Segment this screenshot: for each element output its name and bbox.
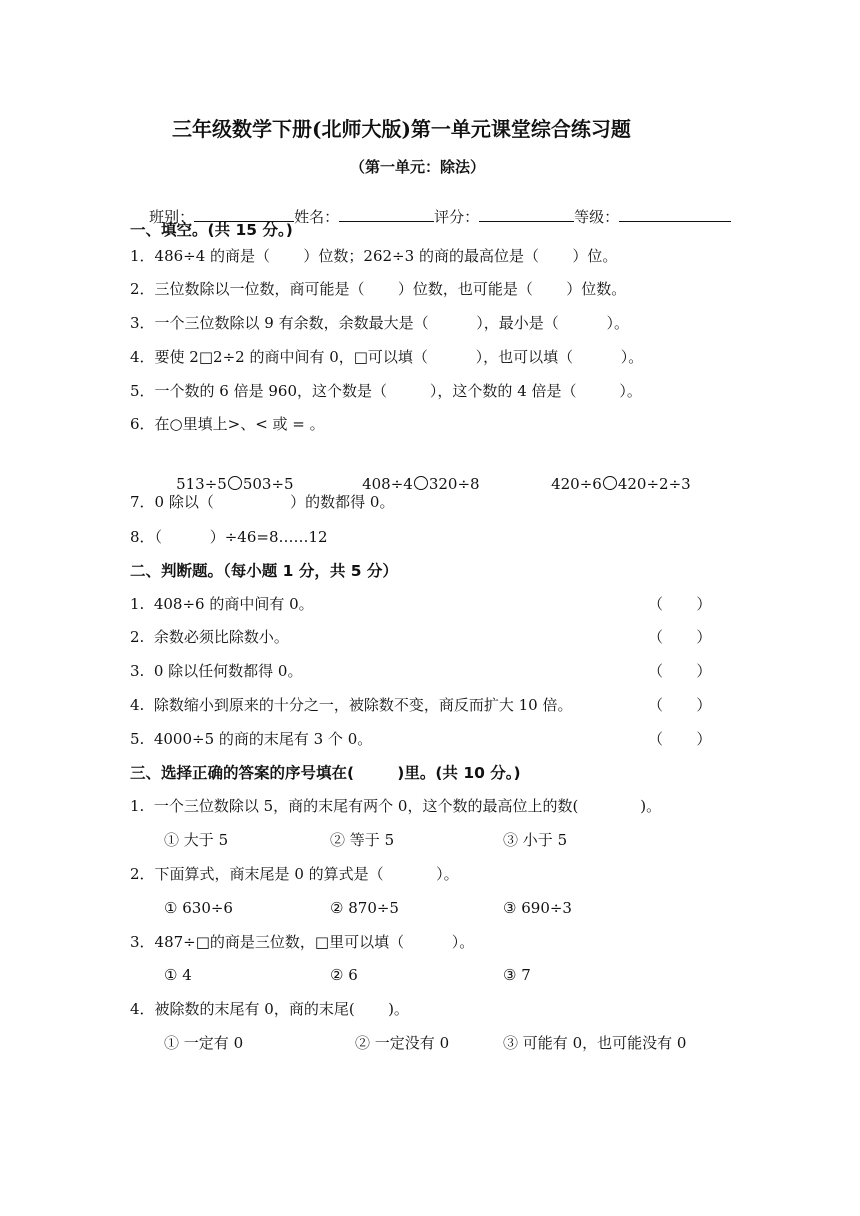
name-blank[interactable]: [339, 206, 434, 222]
compare-circle[interactable]: [603, 476, 617, 490]
choice-option[interactable]: ① 630÷6: [164, 899, 233, 917]
grade-blank[interactable]: [619, 206, 731, 222]
choice-option[interactable]: ② 870÷5: [330, 899, 399, 917]
grade-label: 等级：: [574, 208, 620, 226]
fill-item: 8．（ ）÷46=8……12: [130, 528, 328, 546]
fill-item: 3．一个三位数除以 9 有余数，余数最大是（ ），最小是（ ）。: [130, 314, 629, 332]
fill-item: 6．在○里填上>、< 或 = 。: [130, 415, 325, 433]
name-label: 姓名：: [294, 208, 340, 226]
judge-paren[interactable]: （ ）: [648, 730, 712, 748]
judge-paren[interactable]: （ ）: [648, 662, 712, 680]
choice-option[interactable]: ① 大于 5: [164, 831, 229, 849]
judge-paren[interactable]: （ ）: [648, 696, 712, 714]
judge-item: 3. 0 除以任何数都得 0。: [130, 662, 303, 680]
judge-item: 5. 4000÷5 的商的末尾有 3 个 0。: [130, 730, 373, 748]
judge-item: 4. 除数缩小到原来的十分之一，被除数不变，商反而扩大 10 倍。: [130, 696, 573, 714]
section3-heading: 三、选择正确的答案的序号填在( )里。(共 10 分。): [130, 764, 521, 782]
compare-item: 513÷5 503÷5: [176, 475, 294, 493]
choice-option[interactable]: ③ 7: [503, 966, 531, 984]
section2-heading: 二、判断题。（每小题 1 分，共 5 分）: [130, 562, 398, 580]
choice-option[interactable]: ① 4: [164, 966, 192, 984]
choice-option[interactable]: ③ 小于 5: [503, 831, 568, 849]
score-label: 评分：: [434, 208, 480, 226]
fill-item: 1．486÷4 的商是（ ）位数；262÷3 的商的最高位是（ ）位。: [130, 247, 618, 265]
section1-heading: 一、填空。(共 15 分。): [130, 221, 293, 239]
fill-item: 5．一个数的 6 倍是 960，这个数是（ ），这个数的 4 倍是（ ）。: [130, 382, 642, 400]
choice-option[interactable]: ② 一定没有 0: [355, 1034, 450, 1052]
fill-item: 7．0 除以（ ）的数都得 0。: [130, 493, 395, 511]
judge-paren[interactable]: （ ）: [648, 595, 712, 613]
compare-circle[interactable]: [228, 476, 242, 490]
judge-item: 1. 408÷6 的商中间有 0。: [130, 595, 314, 613]
score-blank[interactable]: [479, 206, 574, 222]
judge-paren[interactable]: （ ）: [648, 628, 712, 646]
choice-question: 2．下面算式，商末尾是 0 的算式是（ ）。: [130, 865, 459, 883]
compare-item: 408÷4 320÷8: [362, 475, 480, 493]
fill-item: 4．要使 2□2÷2 的商中间有 0，□可以填（ ），也可以填（ ）。: [130, 348, 644, 366]
choice-option[interactable]: ② 等于 5: [330, 831, 395, 849]
class-label: 班别：: [149, 208, 195, 226]
page-subtitle: （第一单元：除法）: [350, 158, 486, 176]
judge-item: 2. 余数必须比除数小。: [130, 628, 289, 646]
page-title: 三年级数学下册(北师大版)第一单元课堂综合练习题: [172, 117, 631, 141]
choice-question: 1. 一个三位数除以 5，商的末尾有两个 0，这个数的最高位上的数( )。: [130, 797, 662, 815]
compare-item: 420÷6 420÷2÷3: [551, 475, 691, 493]
choice-question: 4．被除数的末尾有 0，商的末尾( )。: [130, 1000, 409, 1018]
compare-circle[interactable]: [414, 476, 428, 490]
choice-question: 3．487÷□的商是三位数，□里可以填（ ）。: [130, 933, 475, 951]
choice-option[interactable]: ③ 690÷3: [503, 899, 572, 917]
choice-option[interactable]: ② 6: [330, 966, 358, 984]
choice-option[interactable]: ③ 可能有 0，也可能没有 0: [503, 1034, 687, 1052]
fill-item: 2．三位数除以一位数，商可能是（ ）位数，也可能是（ ）位数。: [130, 280, 627, 298]
choice-option[interactable]: ① 一定有 0: [164, 1034, 244, 1052]
